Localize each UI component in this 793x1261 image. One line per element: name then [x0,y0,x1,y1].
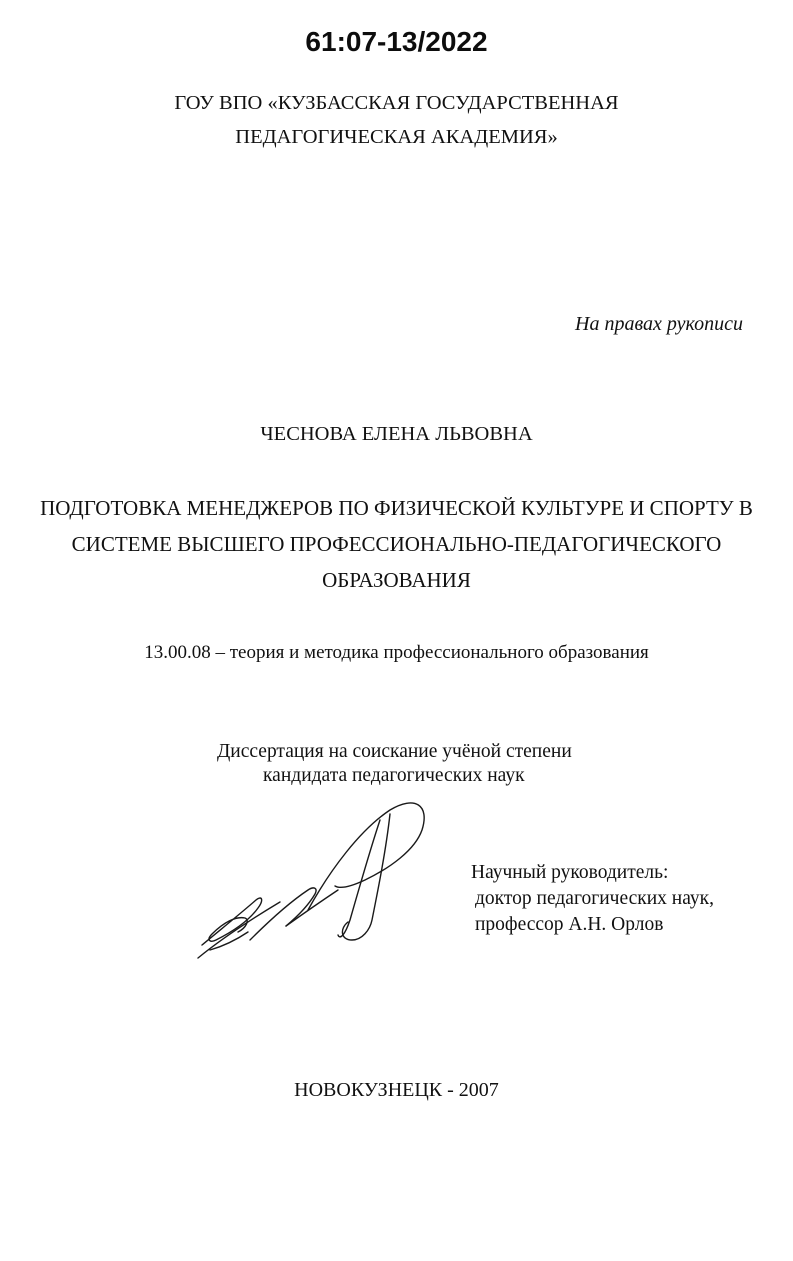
archive-stamp: 61:07-13/2022 [305,26,488,57]
organization-line-2: ПЕДАГОГИЧЕСКАЯ АКАДЕМИЯ» [235,126,558,148]
supervisor-degree: доктор педагогических наук, [475,888,714,909]
specialty-code: 13.00.08 – теория и методика профессионального образования [144,642,649,663]
author-name: ЧЕСНОВА ЕЛЕНА ЛЬВОВНА [260,423,533,445]
supervisor-name: профессор А.Н. Орлов [475,914,664,935]
thesis-title-line-2: СИСТЕМЕ ВЫСШЕГО ПРОФЕССИОНАЛЬНО-ПЕДАГОГИЧЕСКОГО [71,532,722,556]
dissertation-degree-line-2: кандидата педагогических наук [263,765,525,786]
thesis-title-line-1: ПОДГОТОВКА МЕНЕДЖЕРОВ ПО ФИЗИЧЕСКОЙ КУЛЬТУРЕ И СПОРТУ В [40,496,753,520]
city-year: НОВОКУЗНЕЦК - 2007 [294,1079,499,1101]
thesis-title-line-3: ОБРАЗОВАНИЯ [322,568,471,592]
rights-note: На правах рукописи [575,313,743,335]
handwritten-signature [190,790,440,970]
organization-line-1: ГОУ ВПО «КУЗБАССКАЯ ГОСУДАРСТВЕННАЯ [174,92,619,114]
dissertation-degree-line-1: Диссертация на соискание учёной степени [217,741,572,762]
supervisor-label: Научный руководитель: [471,862,669,883]
